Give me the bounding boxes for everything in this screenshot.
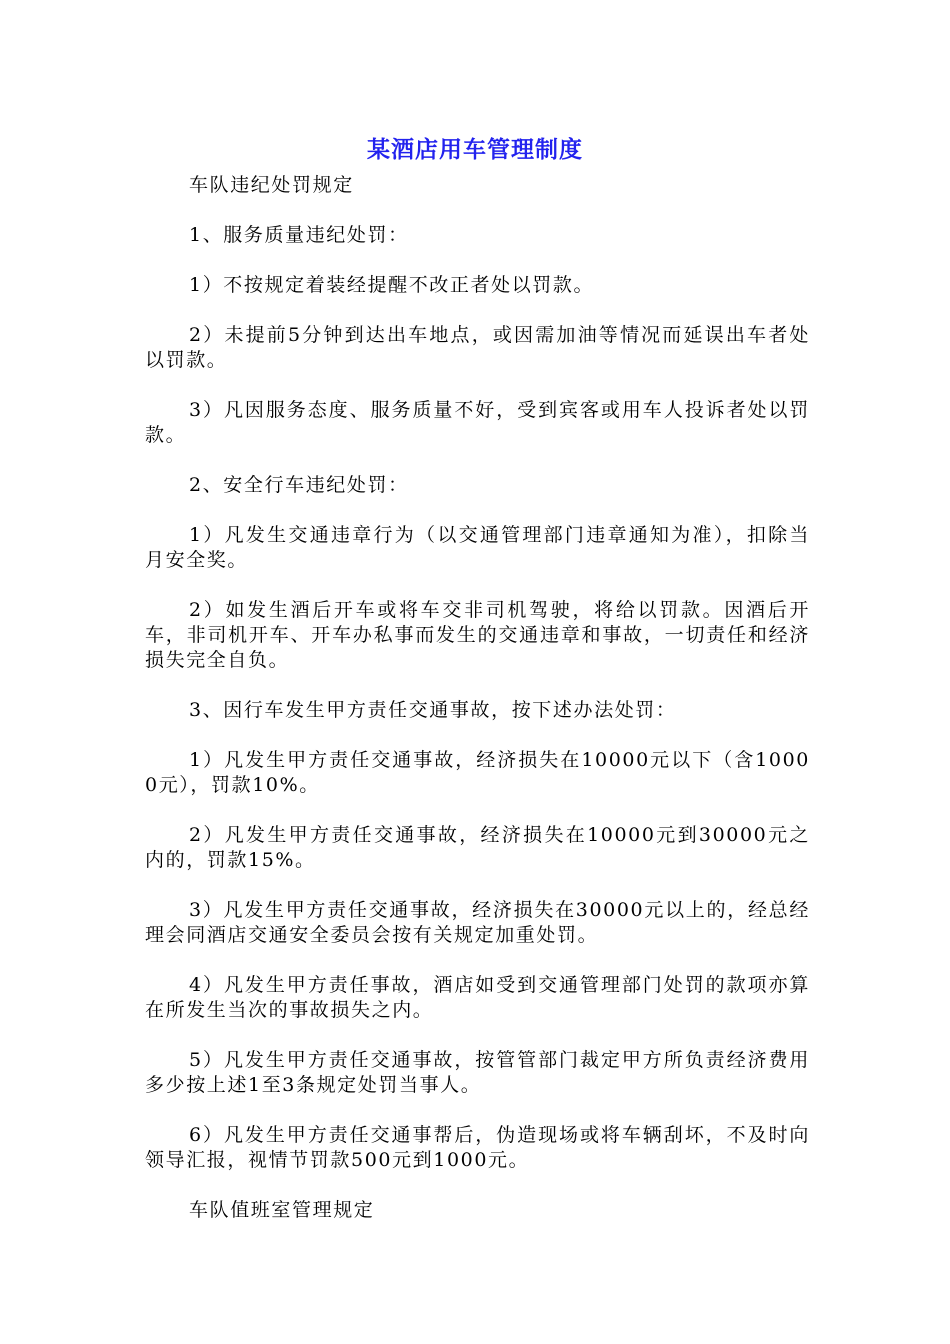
paragraph-item: 6）凡发生甲方责任交通事帮后，伪造现场或将车辆刮坏，不及时向领导汇报，视情节罚款500元到1000元。: [145, 1124, 810, 1171]
paragraph-item: 2）如发生酒后开车或将车交非司机驾驶，将给以罚款。因酒后开车，非司机开车、开车办私事而发生的交通违章和事故，一切责任和经济损失完全自负。: [145, 599, 810, 671]
paragraph-item: 3）凡发生甲方责任交通事故，经济损失在30000元以上的，经总经理会同酒店交通安全委员会按有关规定加重处罚。: [145, 899, 810, 946]
section-heading-penalty-rules: 车队违纪处罚规定: [189, 174, 354, 196]
paragraph-item: 1）凡发生甲方责任交通事故，经济损失在10000元以下（含10000元），罚款10%。: [145, 749, 810, 796]
paragraph-item: 2）未提前5分钟到达出车地点，或因需加油等情况而延误出车者处以罚款。: [145, 324, 810, 371]
document-body: [145, 173, 810, 1248]
section-heading-duty-room: 车队值班室管理规定: [189, 1199, 375, 1221]
paragraph-item: 4）凡发生甲方责任事故，酒店如受到交通管理部门处罚的款项亦算在所发生当次的事故损失之内。: [145, 974, 810, 1021]
section-heading-service-quality: 1、服务质量违纪处罚：: [189, 224, 409, 246]
paragraph-item: 5）凡发生甲方责任交通事故，按管管部门裁定甲方所负责经济费用多少按上述1至3条规定处罚当事人。: [145, 1049, 810, 1096]
document-title: 某酒店用车管理制度: [367, 137, 583, 163]
section-heading-accident-penalty: 3、因行车发生甲方责任交通事故，按下述办法处罚：: [189, 699, 677, 721]
section-heading-safe-driving: 2、安全行车违纪处罚：: [189, 474, 409, 496]
paragraph-item: 2）凡发生甲方责任交通事故，经济损失在10000元到30000元之内的，罚款15%。: [145, 824, 810, 871]
paragraph-item: 1）凡发生交通违章行为（以交通管理部门违章通知为准），扣除当月安全奖。: [145, 524, 810, 571]
paragraph-item: 1）不按规定着装经提醒不改正者处以罚款。: [189, 274, 595, 296]
paragraph-item: 3）凡因服务态度、服务质量不好，受到宾客或用车人投诉者处以罚款。: [145, 399, 810, 446]
